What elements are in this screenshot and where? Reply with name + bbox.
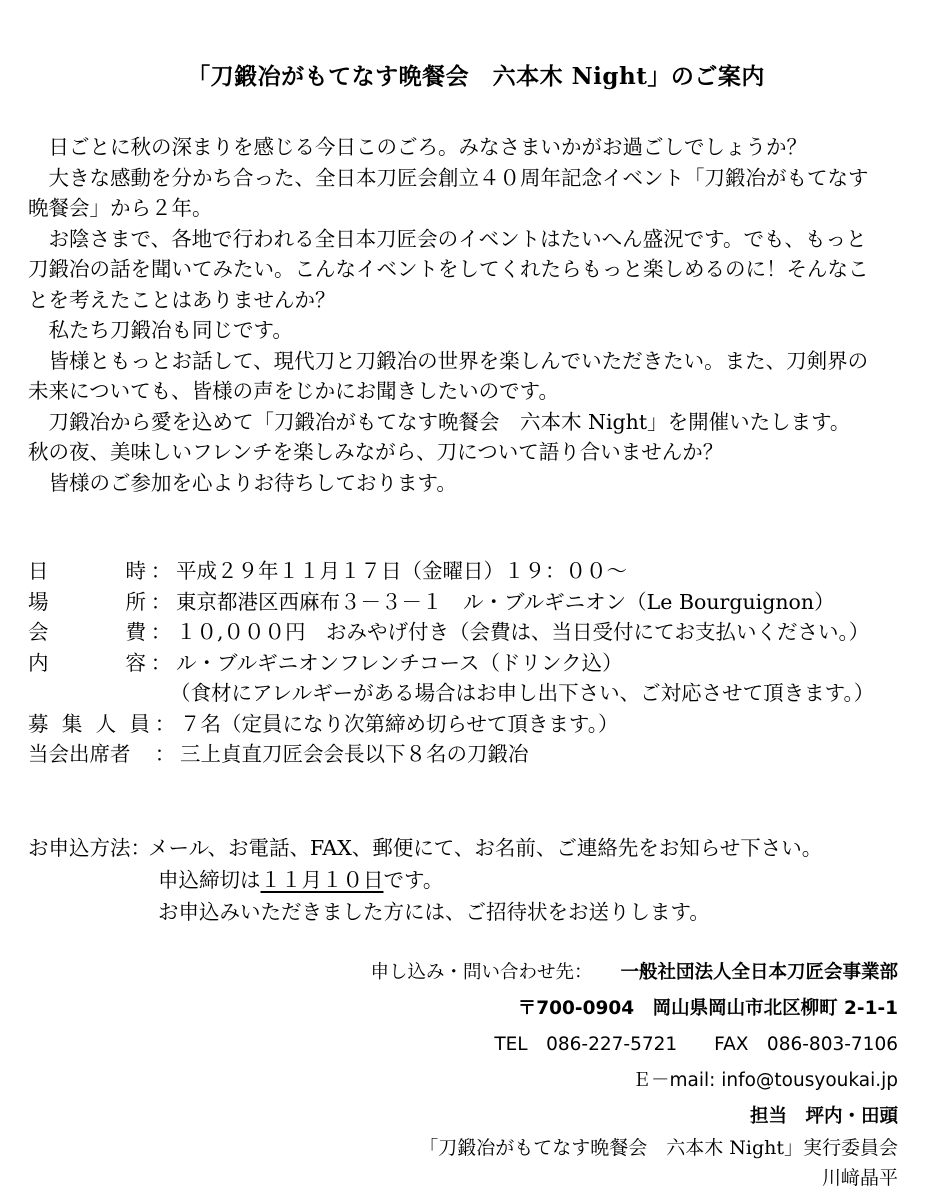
content-row — [28, 648, 918, 679]
attendees-row — [28, 739, 918, 770]
body-line: 秋の夜、美味しいフレンチを楽しみながら、刀について語り合いませんか？ — [28, 440, 724, 464]
attendees-label: 当会出席者 — [28, 742, 131, 766]
allergy-note: （食材にアレルギーがある場合はお申し出下さい、ご対応させて頂きます。） — [170, 681, 875, 705]
committee-chair: 川﨑晶平 — [821, 1167, 898, 1189]
place-label — [28, 587, 146, 618]
fee-value: １０,０００円 おみやげ付き（会費は、当日受付にてお支払いください。） — [176, 620, 870, 644]
body-line: 刀鍛冶の話を聞いてみたい。こんなイベントをしてくれたらもっと楽しめるのに！そんなこ — [28, 257, 869, 281]
capacity-row — [28, 709, 918, 740]
body-line: お陰さまで、各地で行われる全日本刀匠会のイベントはたいへん盛況です。でも、もっと — [28, 226, 867, 251]
body-line: 皆様のご参加を心よりお待ちしております。 — [28, 470, 457, 495]
contact-block — [370, 955, 898, 1135]
apply-row — [28, 832, 918, 864]
label-char: 募 — [28, 711, 49, 736]
body-line: 未来についても、皆様の声をじかにお聞きしたいのです。 — [28, 379, 559, 403]
invitation-note-text: お申込みいただきました方には、ご招待状をお送りします。 — [158, 900, 710, 924]
label-char: 場 — [28, 589, 49, 614]
fee-row — [28, 617, 918, 648]
body-line: 日ごとに秋の深まりを感じる今日このごろ。みなさまいかがお過ごしでしょうか？ — [28, 135, 807, 159]
deadline-suffix: です。 — [383, 868, 444, 892]
apply-method: メール、お電話、FAX、郵便にて、お名前、ご連絡先をお知らせ下さい。 — [148, 836, 823, 860]
colon: ： — [150, 620, 172, 644]
label-char: 費 — [125, 620, 146, 644]
label-char: 時 — [125, 559, 146, 583]
content-value: ル・ブルギニオンフレンチコース（ドリンク込） — [176, 650, 623, 675]
colon: ： — [154, 742, 176, 766]
application-section — [28, 832, 918, 928]
colon: ： — [150, 559, 172, 583]
attendees-value: 三上貞直刀匠会会長以下８名の刀鍛冶 — [180, 742, 529, 766]
label-char: 集 — [61, 711, 83, 736]
date-value: 平成２９年１１月１７日（金曜日）１９：００～ — [176, 559, 627, 583]
deadline-row — [28, 864, 918, 896]
contact-person: 担当 坪内・田頭 — [749, 1106, 898, 1127]
deadline-prefix: 申込締切は — [158, 868, 261, 892]
colon: ： — [150, 589, 172, 614]
event-details — [28, 556, 918, 770]
label-char: 所 — [125, 589, 146, 614]
body-line: 大きな感動を分かち合った、全日本刀匠会創立４０周年記念イベント「刀鍛冶がもてなす — [28, 165, 869, 190]
invitation-note — [28, 896, 918, 928]
label-char: 会 — [28, 620, 49, 644]
committee-name: 「刀鍛冶がもてなす晩餐会 六本木 Night」実行委員会 — [419, 1137, 898, 1159]
capacity-value: ７名（定員になり次第締め切らせて頂きます。） — [180, 711, 619, 736]
apply-label: お申込方法： — [28, 836, 151, 860]
place-value: 東京都港区西麻布３－３－１ ル・ブルギニオン（Le Bourguignon） — [176, 589, 835, 614]
label-char: 人 — [95, 711, 117, 736]
body-line: 刀鍛冶から愛を込めて「刀鍛冶がもてなす晩餐会 六本木 Night」を開催いたします。 — [28, 409, 851, 434]
document-title: 「刀鍛冶がもてなす晩餐会 六本木 Night」のご案内 — [187, 63, 765, 90]
label-char: 容 — [125, 650, 146, 675]
email-address: Ｅ－mail: info@tousyoukai.jp — [632, 1070, 898, 1091]
label-char: 内 — [28, 650, 49, 675]
colon: ： — [150, 650, 172, 675]
invitation-body — [28, 132, 908, 498]
place-row — [28, 587, 918, 618]
capacity-label — [28, 709, 150, 740]
content-label — [28, 648, 146, 679]
label-char: 員 — [129, 711, 150, 736]
label-char: 日 — [28, 559, 49, 583]
body-line: とを考えたことはありませんか？ — [28, 287, 336, 312]
committee-signature — [419, 1133, 898, 1193]
date-label — [28, 556, 146, 587]
contact-org-line — [370, 955, 898, 991]
body-line: 私たち刀鍛冶も同じです。 — [28, 318, 293, 342]
postal-address: 〒700-0904 岡山県岡山市北区柳町 2-1-1 — [517, 998, 898, 1019]
phone-fax: TEL 086-227-5721 FAX 086-803-7106 — [494, 1034, 898, 1055]
date-row — [28, 556, 918, 587]
colon: ： — [154, 711, 176, 736]
fee-label — [28, 617, 146, 648]
organization-name: 一般社団法人全日本刀匠会事業部 — [620, 962, 898, 983]
content-note — [28, 678, 918, 709]
body-line: 晩餐会」から２年。 — [28, 196, 213, 220]
deadline-date: １１月１０日 — [260, 868, 384, 892]
body-line: 皆様ともっとお話して、現代刀と刀鍛冶の世界を楽しんでいただきたい。また、刀剣界の — [28, 348, 869, 373]
contact-label: 申し込み・問い合わせ先： — [370, 962, 593, 983]
